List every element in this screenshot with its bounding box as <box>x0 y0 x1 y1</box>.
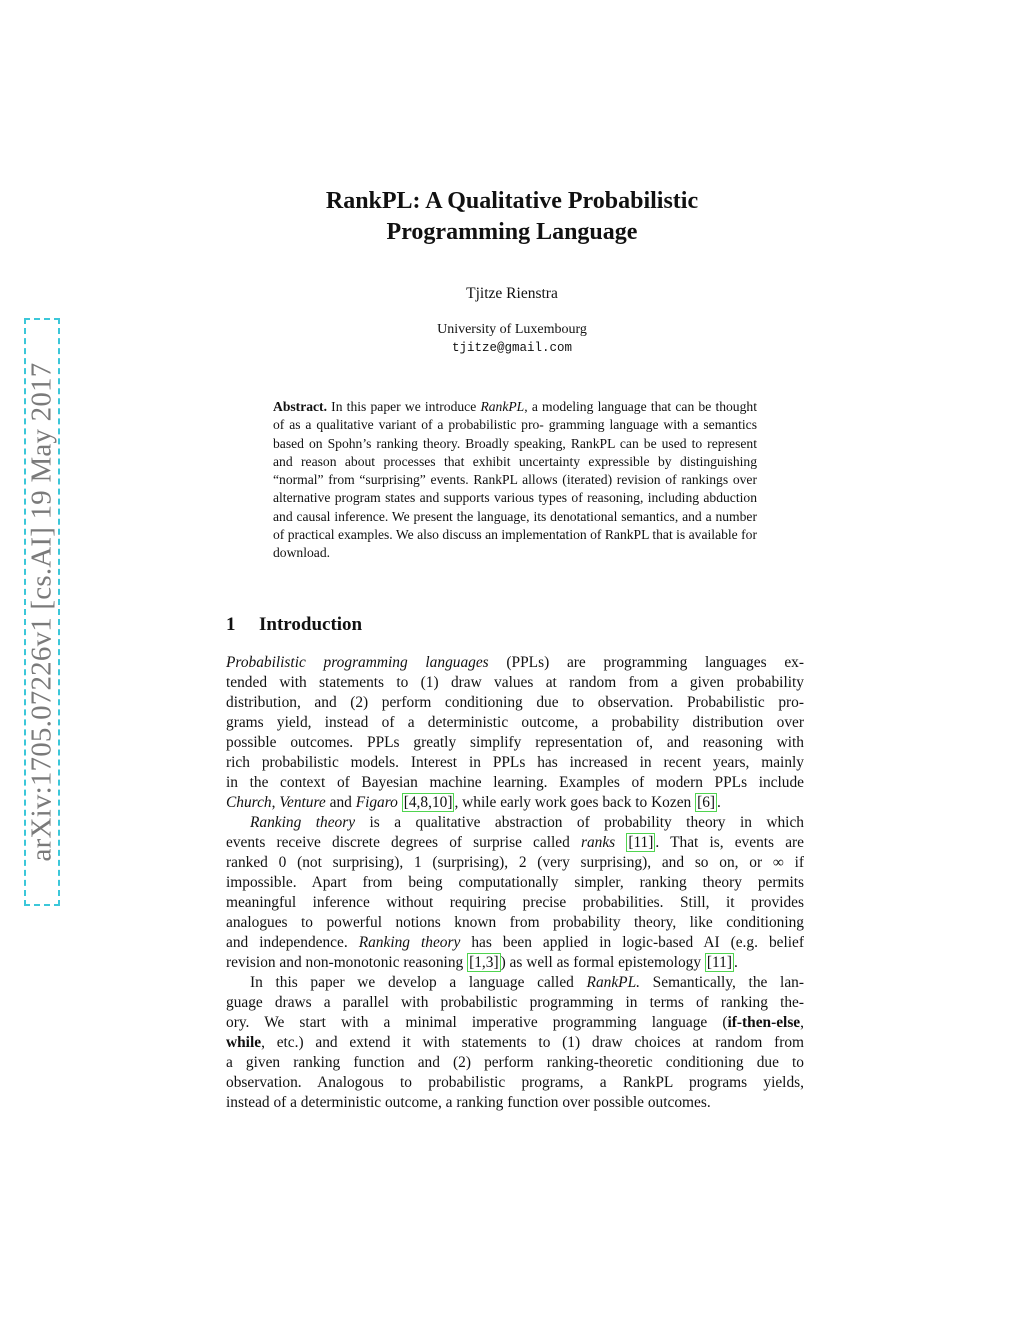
arxiv-identifier: arXiv:1705.07226v1 [cs.AI] 19 May 2017 <box>25 362 58 862</box>
abstract-label: Abstract. <box>273 399 327 414</box>
text-line: Ranking theory is a qualitative abstraction of probability theory in which <box>250 814 804 831</box>
text-line: In this paper we develop a language called RankPL. Semantically, the lan- <box>250 974 804 991</box>
text-line: a given ranking function and (2) perform ranking-theoretic conditioning due to <box>226 1054 804 1071</box>
text-line: analogues to powerful notions known from probability theory, like conditioning <box>226 914 804 931</box>
abstract-text: In this paper we introduce RankPL, a modeling language that can be thought of as a qualitative variant of a probabilistic pro- gramming language with a semantics based on Spohn’s ranking theory. Broadly speaking, RankPL can be used to represent and reason about processes that exhibit uncertainty expressible by distinguishing “normal” from “surprising” events. RankPL allows (iterated) revision of rankings over alternative program states and supports various types of reasoning, including abduction and causal inference. We present the language, its denotational semantics, and a number of practical examples. We also discuss an implementation of RankPL that is available for download. <box>273 399 757 561</box>
title-line-1: RankPL: A Qualitative Probabilistic <box>325 188 699 214</box>
section-title: Introduction <box>259 614 363 635</box>
text-line: observation. Analogous to probabilistic programs, a RankPL programs yields, <box>226 1074 804 1091</box>
affiliation-block <box>0 320 1024 358</box>
text-line: events receive discrete degrees of surprise called ranks [11] . That is, events are <box>226 834 804 851</box>
text-line: Church, Venture and Figaro [4,8,10] , while early work goes back to Kozen [6] . <box>226 794 721 811</box>
text-line: distribution, and (2) perform conditioning due to observation. Probabilistic pro- <box>226 694 804 711</box>
text-line: guage draws a parallel with probabilistic programming in terms of ranking the- <box>226 994 804 1011</box>
paper-title <box>0 186 1024 248</box>
text-line: revision and non-monotonic reasoning [1,3] ) as well as formal epistemology [11] . <box>226 954 738 971</box>
text-line: rich probabilistic models. Interest in PPLs has increased in recent years, mainly <box>226 754 804 771</box>
paragraph-2 <box>226 813 804 973</box>
text-line: ory. We start with a minimal imperative programming language (if-then-else, <box>226 1014 804 1031</box>
text-line: grams yield, instead of a deterministic outcome, a probability distribution over <box>226 714 804 731</box>
text-line: meaningful inference without requiring precise probabilities. Still, it provides <box>226 894 804 911</box>
text-line: ranked 0 (not surprising), 1 (surprising), 2 (very surprising), and so on, or ∞ if <box>226 854 804 871</box>
abstract <box>273 398 757 563</box>
text-line: possible outcomes. PPLs greatly simplify representation of, and reasoning with <box>226 734 804 751</box>
text-line: instead of a deterministic outcome, a ranking function over possible outcomes. <box>226 1094 711 1111</box>
affiliation: University of Luxembourg <box>437 322 587 337</box>
paragraph-1 <box>226 653 804 813</box>
text-line: tended with statements to (1) draw values at random from a given probability <box>226 674 804 691</box>
text-line: and independence. Ranking theory has been applied in logic-based AI (e.g. belief <box>226 934 804 951</box>
author-email: tjitze@gmail.com <box>451 341 573 355</box>
text-line: in the context of Bayesian machine learning. Examples of modern PPLs include <box>226 774 804 791</box>
text-line: while, etc.) and extend it with statements to (1) draw choices at random from <box>226 1034 804 1051</box>
title-line-2: Programming Language <box>386 219 638 245</box>
paragraph-3 <box>226 973 804 1113</box>
arxiv-sidebar-stamp <box>24 318 60 906</box>
introduction-body <box>226 653 804 1113</box>
author-name: Tjitze Rienstra <box>466 285 558 302</box>
text-line: impossible. Apart from being computationally simpler, ranking theory permits <box>226 874 804 891</box>
section-heading <box>226 614 362 636</box>
section-number: 1 <box>226 614 236 635</box>
text-line: Probabilistic programming languages (PPLs) are programming languages ex- <box>226 654 804 671</box>
